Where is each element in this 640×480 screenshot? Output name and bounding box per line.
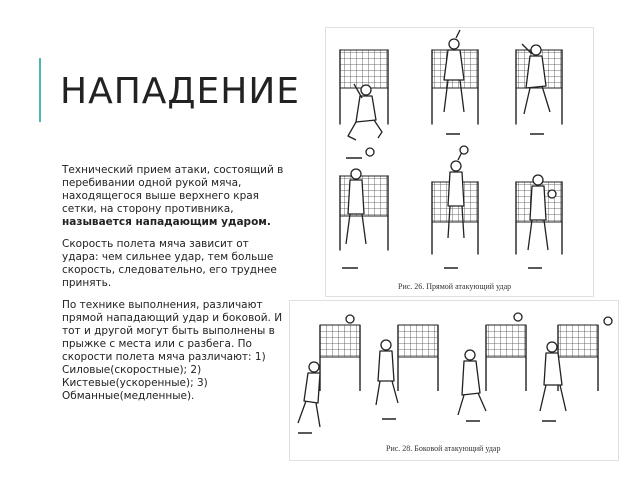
figure-side-attack [289,300,619,461]
paragraph-definition [62,164,288,229]
figure2-caption: Рис. 28. Боковой атакующий удар [386,444,501,453]
straight-attack-illustration [326,28,593,296]
slide-title: НАПАДЕНИЕ [60,71,301,112]
definition-bold: называется нападающим ударом. [62,216,271,228]
side-attack-illustration [290,301,618,460]
paragraph-speed: Скорость полета мяча зависит от удара: чем сильнее удар, тем больше скорость, следовательно, его труднее принять. [62,238,277,289]
definition-text: Технический прием атаки, состоящий в перебивании одной рукой мяча, находящегося выше верхнего края сетки, на сторону противника, [62,164,284,215]
title-accent-bar [39,58,41,122]
paragraph-types: По технике выполнения, различают прямой нападающий удар и боковой. И тот и другой могут быть выполнены в прыжке с места или с разбега. По скорости полета мяча различают: 1) Силовые(скоростные); 2) Кистевые(ускоренные); 3) Обманные(медленные). [62,299,283,402]
figure-straight-attack [325,27,594,297]
figure1-caption: Рис. 26. Прямой атакующий удар [398,282,512,291]
slide-body [62,164,288,412]
